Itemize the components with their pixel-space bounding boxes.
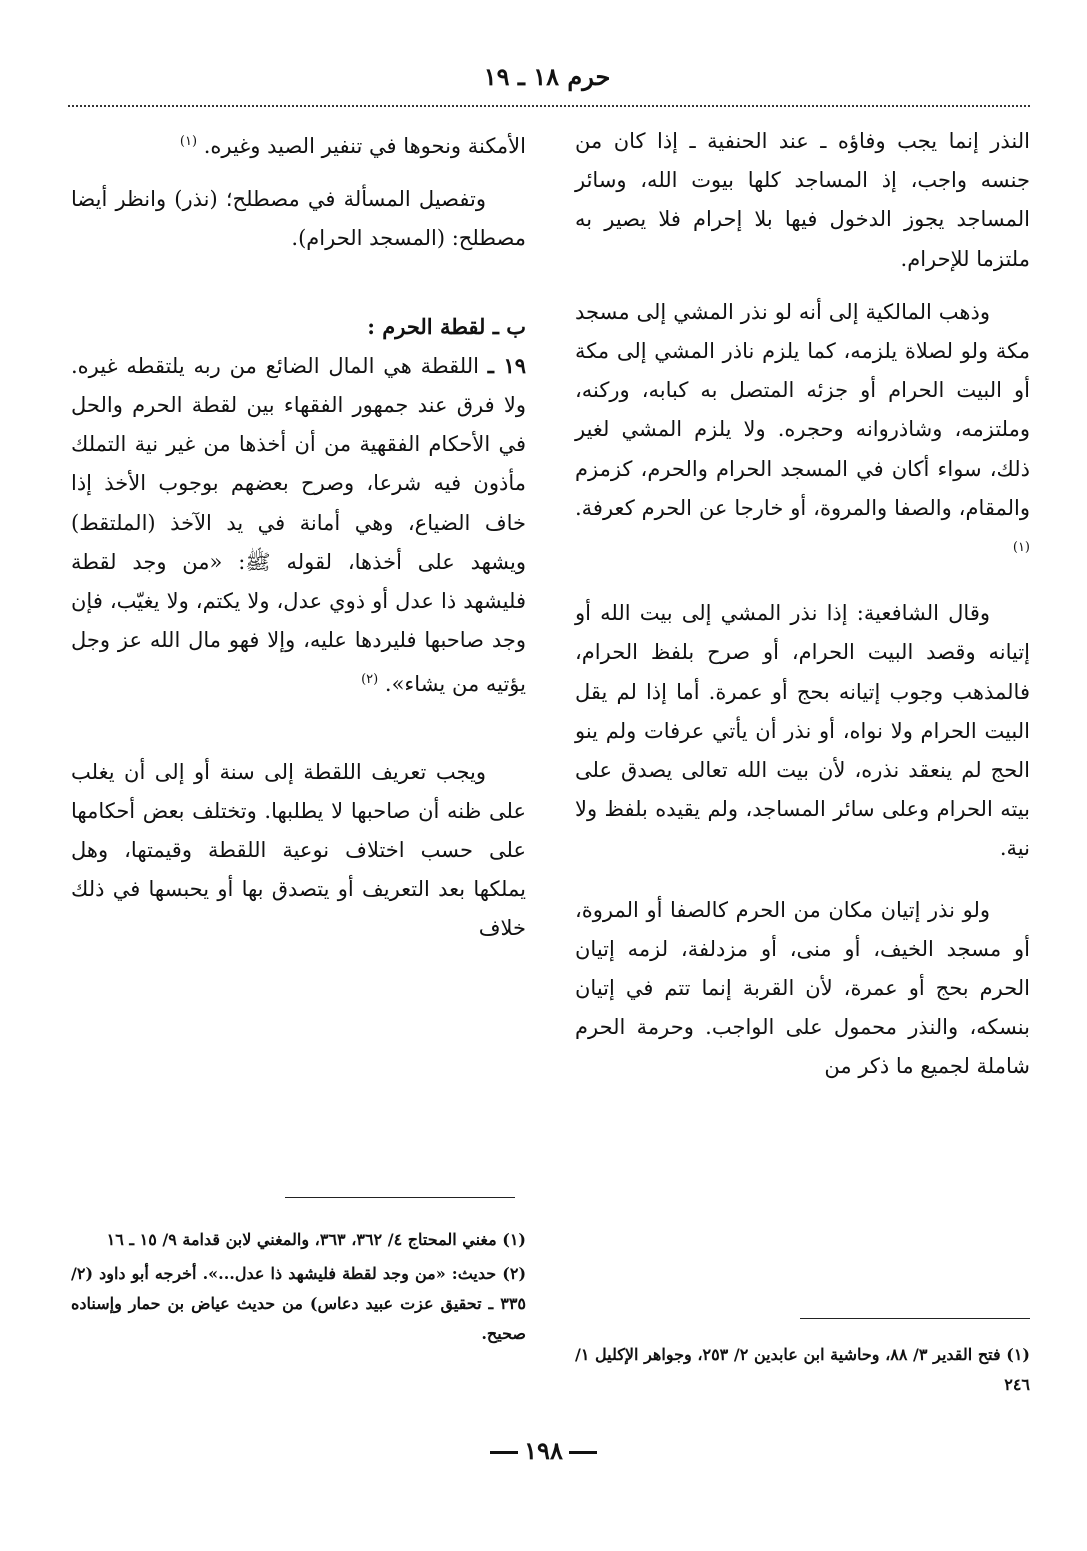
footnote: (٢) حديث: «من وجد لقطة فليشهد ذا عدل...». أخرجه أبو داود (٢/ ٣٣٥ ـ تحقيق عزت عبيد دعاس) من حديث عياض بن حمار وإسناده صحيح.: [71, 1264, 527, 1343]
footnote: (١) مغني المحتاج ٤/ ٣٦٢، ٣٦٣، والمغني لابن قدامة ٩/ ١٥ ـ ١٦: [106, 1230, 526, 1249]
page-header: حرم ١٨ ـ ١٩: [483, 62, 611, 91]
page-number: [0, 1436, 1087, 1465]
paragraph-text: وذهب المالكية إلى أنه لو نذر المشي إلى مسجد مكة ولو لصلاة يلزمه، كما يلزم ناذر المشي إلى مكة أو البيت الحرام أو جزئه المتصل به كبابه، وركنه، وملتزمه، وشاذروانه وحجره. ولا يلزم المشي لغير ذلك، سواء أكان في المسجد الحرام والحرم، كزمزم والمقام، والصفا والمروة، أو خارجا عن الحرم كعرفة.: [575, 299, 1030, 520]
footnote-divider: [800, 1318, 1030, 1319]
paragraph-number: ١٩ ـ: [487, 352, 526, 378]
paragraph: [71, 346, 526, 705]
paragraph: وتفصيل المسألة في مصطلح؛ (نذر) وانظر أيضا مصطلح: (المسجد الحرام).: [71, 187, 526, 251]
paragraph-text: اللقطة هي المال الضائع من ربه يلتقطه غيره. ولا فرق عند جمهور الفقهاء بين لقطة الحرم والحل في الأحكام الفقهية من أن أخذها من غير نية التملك مأذون فيه شرعا، وصرح بعضهم بوجوب الأخذ إذا خاف الضياع، وهي أمانة في يد الآخذ (الملتقط) ويشهد على أخذها، لقوله ﷺ: «من وجد لقطة فليشهد ذا عدل أو ذوي عدل، ولا يكتم، ولا يغيّب، فإن وجد صاحبها فليردها عليه، وإلا فهو مال الله عز وجل يؤتيه من يشاء».: [71, 353, 526, 697]
section-heading: ب ـ لقطة الحرم :: [367, 313, 526, 339]
paragraph: ولو نذر إتيان مكان من الحرم كالصفا أو المروة، أو مسجد الخيف، أو منى، أو مزدلفة، لزمه إتيان الحرم بحج أو عمرة، لأن القربة إنما تتم في إتيان بنسكه، والنذر محمول على الواجب. وحرمة الحرم شاملة لجميع ما ذكر من: [575, 897, 1030, 1079]
footnote-divider: [285, 1197, 515, 1198]
paragraph-text: الأمكنة ونحوها في تنفير الصيد وغيره.: [203, 134, 526, 158]
paragraph: [575, 293, 1030, 572]
right-footnotes: [575, 1340, 1030, 1404]
paragraph: وقال الشافعية: إذا نذر المشي إلى بيت الله أو إتيانه وقصد البيت الحرام، أو صرح بلفظ الحرام، فالمذهب وجوب إتيانه بحج أو عمرة. أما إذا لم يقل البيت الحرام ولا نواه، أو نذر أن يأتي عرفات ولم ينو الحج لم ينعقد نذره، لأن بيت الله تعالى يصدق على بيته الحرام وعلى سائر المساجد، ولم يقيده بلفظ ولا نية.: [575, 601, 1030, 861]
paragraph: ويجب تعريف اللقطة إلى سنة أو إلى أن يغلب على ظنه أن صاحبها لا يطلبها. وتختلف بعض أحكامها على حسب اختلاف نوعية اللقطة وقيمتها، وهل يملكها بعد التعريف أو يتصدق بها أو يحبسها في ذلك خلاف: [71, 759, 526, 941]
dash-decoration: [569, 1451, 597, 1454]
footnote-ref: (١): [1012, 540, 1030, 556]
header-divider: [68, 105, 1030, 107]
footnote-ref: (٢): [361, 672, 379, 688]
dash-decoration: [490, 1451, 518, 1454]
footnote: (١) فتح القدير ٣/ ٨٨، وحاشية ابن عابدين ٢/ ٢٥٣، وجواهر الإكليل ١/ ٢٤٦: [575, 1345, 1030, 1394]
footnote-ref: (١): [179, 134, 198, 149]
left-footnotes: [71, 1225, 526, 1353]
paragraph: [71, 122, 526, 166]
page-number-text: ١٩٨: [524, 1436, 563, 1465]
left-column: [71, 122, 526, 949]
right-column: [575, 122, 1030, 1087]
paragraph: النذر إنما يجب وفاؤه ـ عند الحنفية ـ إذا كان من جنسه واجب، إذ المساجد كلها بيوت الله، وسائر المساجد يجوز الدخول فيها بلا إحرام فلا يصير به ملتزما للإحرام.: [575, 129, 1030, 271]
